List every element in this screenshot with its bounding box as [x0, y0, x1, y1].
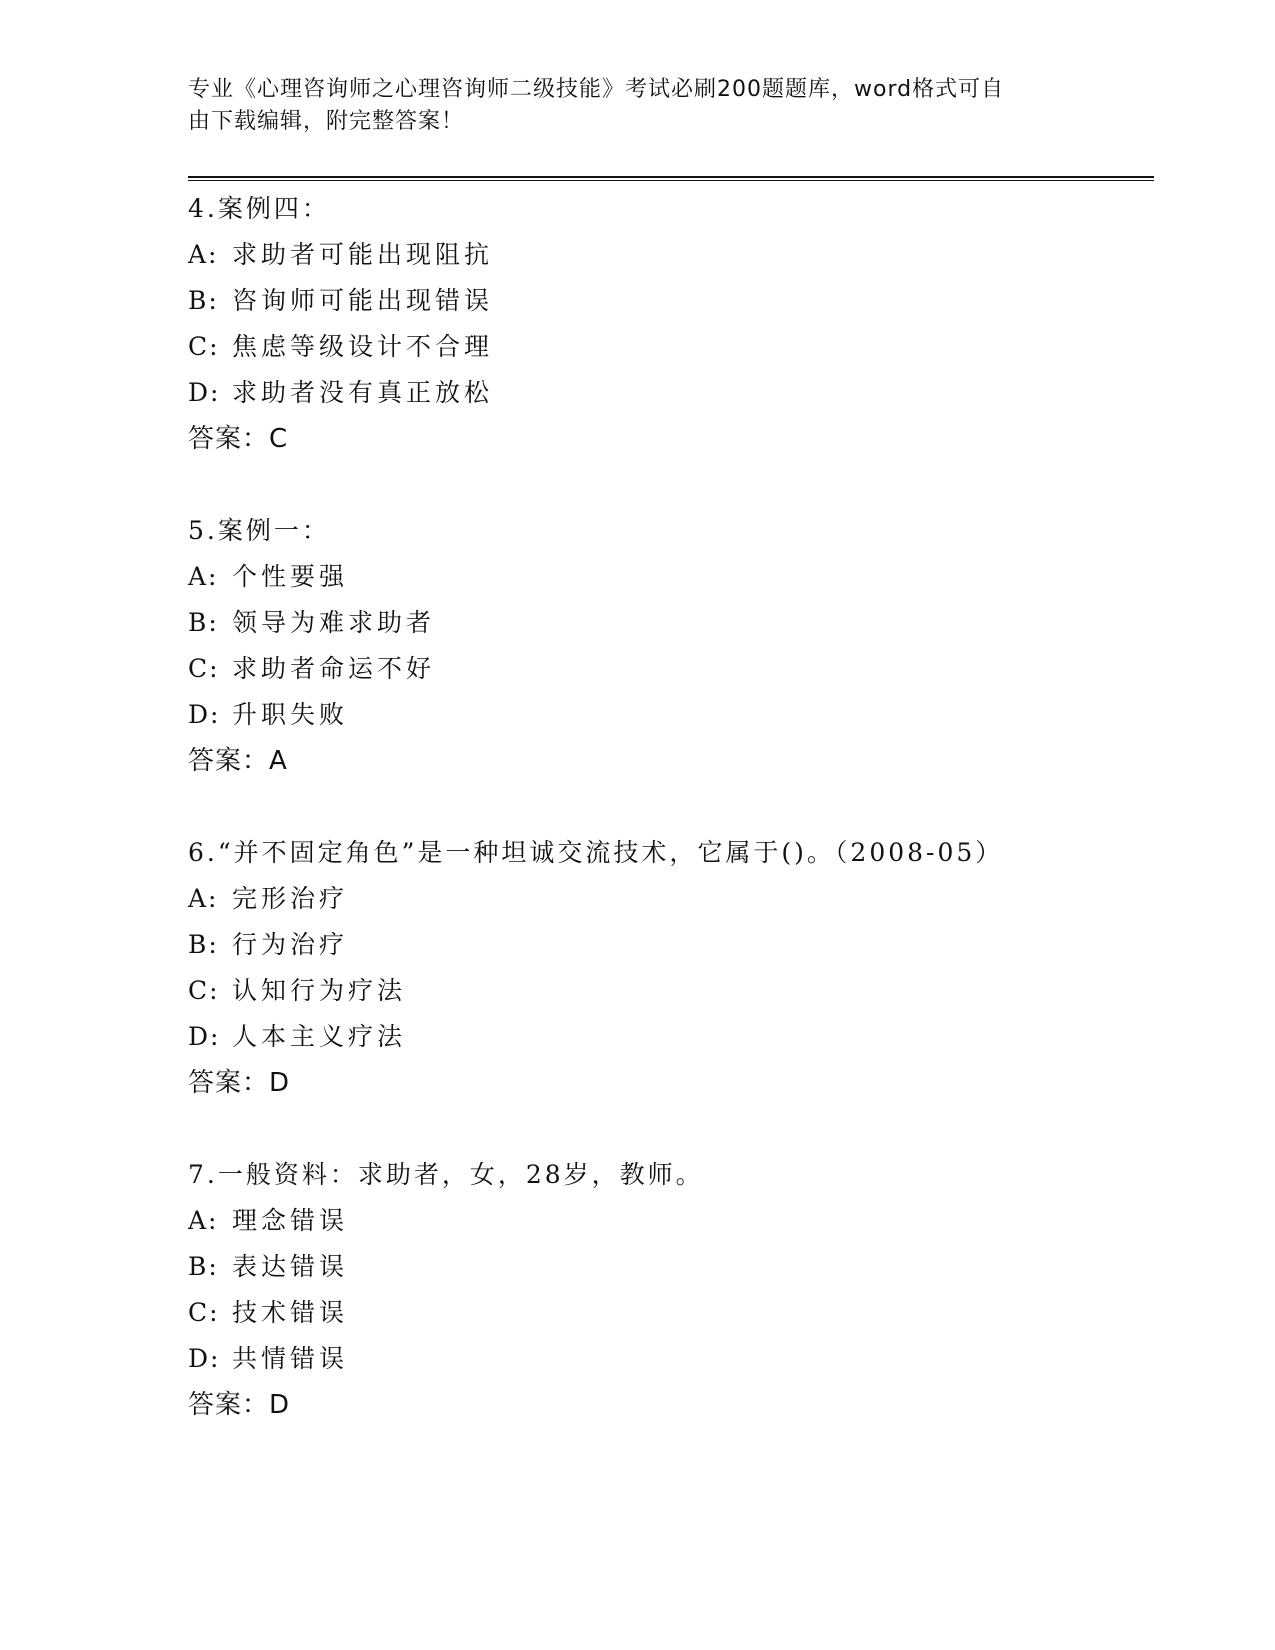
option-letter: A: [188, 884, 219, 913]
option-c [188, 646, 1188, 692]
option-text: 理念错误 [232, 1206, 349, 1235]
option-letter: C: [188, 976, 220, 1005]
header-line-1: 专业《心理咨询师之心理咨询师二级技能》考试必刷200题题库，word格式可自 [188, 77, 1005, 102]
answer-label: 答案： [188, 1390, 270, 1420]
option-letter: D: [188, 700, 221, 729]
option-letter: B: [188, 930, 219, 959]
question-6 [188, 830, 1188, 1106]
option-text: 个性要强 [232, 562, 349, 591]
option-letter: D: [188, 378, 221, 407]
option-letter: D: [188, 1022, 221, 1051]
option-letter: A: [188, 240, 219, 269]
question-stem: 5.案例一： [188, 516, 330, 545]
option-c [188, 968, 1188, 1014]
option-text: 完形治疗 [232, 884, 349, 913]
option-d [188, 692, 1188, 738]
document-header [188, 74, 1068, 138]
answer-line [188, 416, 1188, 462]
option-letter: C: [188, 1298, 220, 1327]
answer-label: 答案： [188, 746, 270, 776]
option-letter: C: [188, 332, 220, 361]
answer-label: 答案： [188, 424, 270, 454]
header-line-2: 由下载编辑，附完整答案！ [188, 109, 465, 134]
option-text: 人本主义疗法 [232, 1022, 407, 1051]
option-text: 领导为难求助者 [232, 608, 436, 637]
option-d [188, 1014, 1188, 1060]
answer-value: D [269, 1390, 291, 1420]
option-letter: B: [188, 608, 219, 637]
option-text: 表达错误 [232, 1252, 349, 1281]
question-5 [188, 508, 1188, 784]
question-stem: 4.案例四： [188, 194, 330, 223]
option-text: 求助者命运不好 [232, 654, 436, 683]
option-b [188, 1244, 1188, 1290]
option-text: 咨询师可能出现错误 [232, 286, 494, 315]
option-letter: D: [188, 1344, 221, 1373]
option-text: 认知行为疗法 [232, 976, 407, 1005]
header-divider [188, 176, 1154, 181]
option-a [188, 1198, 1188, 1244]
option-a [188, 554, 1188, 600]
option-text: 求助者可能出现阻抗 [232, 240, 494, 269]
option-text: 求助者没有真正放松 [232, 378, 494, 407]
question-stem: 6.“并不固定角色”是一种坦诚交流技术，它属于()。（2008-05） [188, 838, 1004, 867]
question-4 [188, 186, 1188, 462]
option-d [188, 370, 1188, 416]
option-a [188, 876, 1188, 922]
question-stem: 7.一般资料：求助者，女，28岁，教师。 [188, 1160, 704, 1189]
answer-line [188, 1060, 1188, 1106]
option-letter: B: [188, 1252, 219, 1281]
answer-label: 答案： [188, 1068, 270, 1098]
option-letter: C: [188, 654, 220, 683]
option-text: 焦虑等级设计不合理 [232, 332, 494, 361]
option-text: 技术错误 [232, 1298, 349, 1327]
option-letter: B: [188, 286, 219, 315]
option-c [188, 1290, 1188, 1336]
answer-value: A [269, 746, 288, 776]
option-b [188, 922, 1188, 968]
answer-line [188, 738, 1188, 784]
option-text: 共情错误 [232, 1344, 349, 1373]
option-a [188, 232, 1188, 278]
question-7 [188, 1152, 1188, 1428]
answer-value: C [269, 424, 289, 454]
option-letter: A: [188, 1206, 219, 1235]
option-text: 行为治疗 [232, 930, 349, 959]
option-c [188, 324, 1188, 370]
option-letter: A: [188, 562, 219, 591]
option-text: 升职失败 [232, 700, 349, 729]
answer-value: D [269, 1068, 291, 1098]
option-d [188, 1336, 1188, 1382]
option-b [188, 600, 1188, 646]
option-b [188, 278, 1188, 324]
answer-line [188, 1382, 1188, 1428]
